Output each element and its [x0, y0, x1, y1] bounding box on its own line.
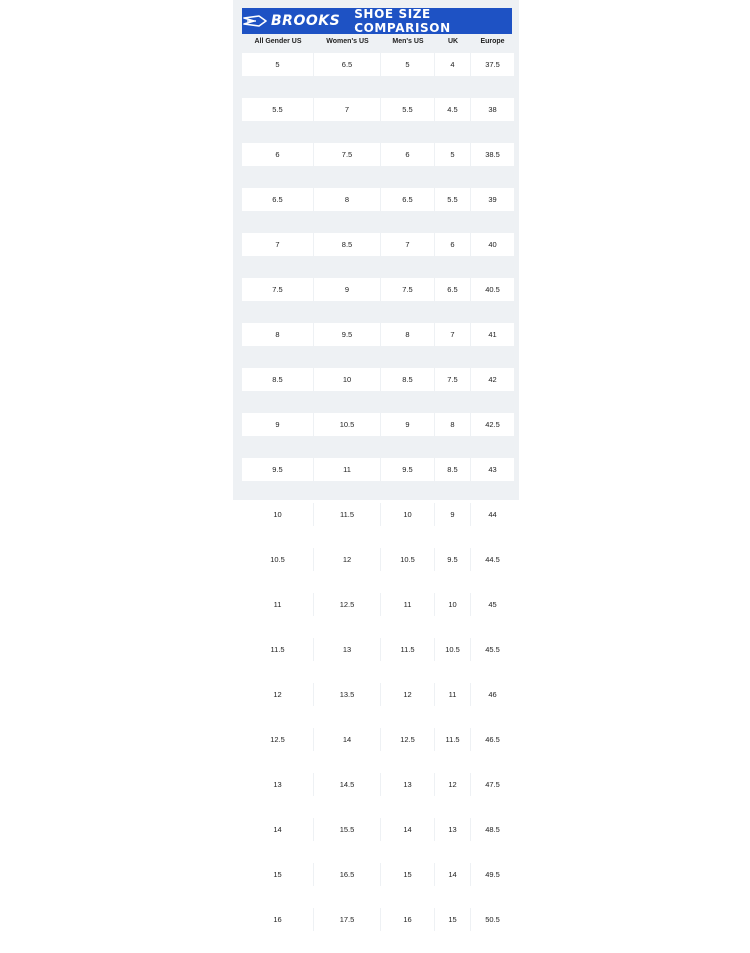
cell-mens-us: 16 [381, 908, 435, 931]
cell-womens-us: 8 [314, 188, 381, 211]
header-europe: Europe [480, 38, 505, 45]
cell-uk: 9 [435, 503, 471, 526]
cell-europe: 46 [471, 683, 514, 706]
cell-europe: 42.5 [471, 413, 514, 436]
cell-europe: 42 [471, 368, 514, 391]
cell-uk: 13 [435, 818, 471, 841]
cell-mens-us: 12.5 [381, 728, 435, 751]
cell-womens-us: 10.5 [314, 413, 381, 436]
cell-europe: 47.5 [471, 773, 514, 796]
cell-europe: 38 [471, 98, 514, 121]
cell-uk: 6.5 [435, 278, 471, 301]
table-row [242, 53, 514, 76]
cell-mens-us: 7.5 [381, 278, 435, 301]
cell-mens-us: 5.5 [381, 98, 435, 121]
cell-womens-us: 10 [314, 368, 381, 391]
cell-mens-us: 10.5 [381, 548, 435, 571]
header-womens-us: Women's US [326, 38, 369, 45]
cell-uk: 11 [435, 683, 471, 706]
table-row [242, 413, 514, 436]
cell-uk: 5.5 [435, 188, 471, 211]
cell-all-gender-us: 5.5 [242, 98, 314, 121]
table-row [242, 368, 514, 391]
cell-uk: 14 [435, 863, 471, 886]
cell-mens-us: 14 [381, 818, 435, 841]
cell-all-gender-us: 7.5 [242, 278, 314, 301]
cell-womens-us: 14.5 [314, 773, 381, 796]
cell-uk: 7.5 [435, 368, 471, 391]
cell-mens-us: 6.5 [381, 188, 435, 211]
cell-europe: 40 [471, 233, 514, 256]
cell-all-gender-us: 10 [242, 503, 314, 526]
cell-womens-us: 15.5 [314, 818, 381, 841]
cell-all-gender-us: 13 [242, 773, 314, 796]
cell-all-gender-us: 9 [242, 413, 314, 436]
cell-womens-us: 7 [314, 98, 381, 121]
cell-uk: 9.5 [435, 548, 471, 571]
cell-womens-us: 17.5 [314, 908, 381, 931]
cell-all-gender-us: 8 [242, 323, 314, 346]
cell-uk: 7 [435, 323, 471, 346]
column-headers [242, 38, 514, 50]
cell-uk: 10.5 [435, 638, 471, 661]
cell-europe: 44 [471, 503, 514, 526]
table-row [242, 863, 514, 886]
cell-all-gender-us: 5 [242, 53, 314, 76]
cell-womens-us: 9.5 [314, 323, 381, 346]
cell-europe: 39 [471, 188, 514, 211]
cell-all-gender-us: 15 [242, 863, 314, 886]
cell-mens-us: 11 [381, 593, 435, 616]
table-row [242, 188, 514, 211]
brooks-chevron-icon [242, 14, 268, 28]
cell-womens-us: 13 [314, 638, 381, 661]
cell-all-gender-us: 9.5 [242, 458, 314, 481]
cell-womens-us: 12 [314, 548, 381, 571]
cell-all-gender-us: 16 [242, 908, 314, 931]
brand-name: BROOKS [271, 13, 341, 29]
table-row [242, 278, 514, 301]
cell-uk: 4 [435, 53, 471, 76]
cell-womens-us: 11.5 [314, 503, 381, 526]
cell-mens-us: 13 [381, 773, 435, 796]
table-row [242, 458, 514, 481]
cell-womens-us: 12.5 [314, 593, 381, 616]
cell-mens-us: 6 [381, 143, 435, 166]
chart-title: SHOE SIZE COMPARISON [354, 7, 451, 35]
header-uk: UK [447, 38, 459, 45]
header-all-gender-us: All Gender US [254, 38, 302, 45]
brooks-logo [242, 13, 340, 29]
table-row [242, 728, 514, 751]
cell-uk: 5 [435, 143, 471, 166]
cell-womens-us: 13.5 [314, 683, 381, 706]
cell-europe: 43 [471, 458, 514, 481]
cell-europe: 38.5 [471, 143, 514, 166]
cell-mens-us: 9 [381, 413, 435, 436]
table-row [242, 233, 514, 256]
cell-uk: 11.5 [435, 728, 471, 751]
cell-europe: 37.5 [471, 53, 514, 76]
cell-all-gender-us: 14 [242, 818, 314, 841]
table-row [242, 143, 514, 166]
cell-womens-us: 6.5 [314, 53, 381, 76]
cell-europe: 40.5 [471, 278, 514, 301]
cell-womens-us: 16.5 [314, 863, 381, 886]
cell-womens-us: 14 [314, 728, 381, 751]
cell-uk: 12 [435, 773, 471, 796]
cell-womens-us: 11 [314, 458, 381, 481]
cell-all-gender-us: 7 [242, 233, 314, 256]
cell-womens-us: 7.5 [314, 143, 381, 166]
size-table [242, 53, 514, 953]
cell-mens-us: 11.5 [381, 638, 435, 661]
table-row [242, 818, 514, 841]
cell-mens-us: 15 [381, 863, 435, 886]
cell-mens-us: 12 [381, 683, 435, 706]
header-mens-us: Men's US [392, 38, 424, 45]
cell-uk: 6 [435, 233, 471, 256]
cell-europe: 46.5 [471, 728, 514, 751]
table-row [242, 773, 514, 796]
table-row [242, 548, 514, 571]
table-row [242, 503, 514, 526]
cell-europe: 44.5 [471, 548, 514, 571]
table-row [242, 323, 514, 346]
cell-mens-us: 10 [381, 503, 435, 526]
cell-mens-us: 8 [381, 323, 435, 346]
table-row [242, 908, 514, 931]
cell-europe: 48.5 [471, 818, 514, 841]
table-row [242, 593, 514, 616]
cell-all-gender-us: 10.5 [242, 548, 314, 571]
size-chart-banner [242, 8, 512, 34]
cell-mens-us: 8.5 [381, 368, 435, 391]
cell-mens-us: 9.5 [381, 458, 435, 481]
cell-all-gender-us: 8.5 [242, 368, 314, 391]
cell-uk: 15 [435, 908, 471, 931]
cell-all-gender-us: 12 [242, 683, 314, 706]
cell-uk: 10 [435, 593, 471, 616]
cell-all-gender-us: 6.5 [242, 188, 314, 211]
cell-womens-us: 9 [314, 278, 381, 301]
cell-all-gender-us: 6 [242, 143, 314, 166]
cell-europe: 45 [471, 593, 514, 616]
cell-europe: 50.5 [471, 908, 514, 931]
cell-europe: 45.5 [471, 638, 514, 661]
cell-all-gender-us: 11.5 [242, 638, 314, 661]
cell-mens-us: 5 [381, 53, 435, 76]
cell-uk: 4.5 [435, 98, 471, 121]
cell-all-gender-us: 12.5 [242, 728, 314, 751]
table-row [242, 98, 514, 121]
cell-europe: 49.5 [471, 863, 514, 886]
cell-europe: 41 [471, 323, 514, 346]
cell-womens-us: 8.5 [314, 233, 381, 256]
cell-uk: 8 [435, 413, 471, 436]
table-row [242, 638, 514, 661]
cell-all-gender-us: 11 [242, 593, 314, 616]
cell-uk: 8.5 [435, 458, 471, 481]
cell-mens-us: 7 [381, 233, 435, 256]
table-row [242, 683, 514, 706]
